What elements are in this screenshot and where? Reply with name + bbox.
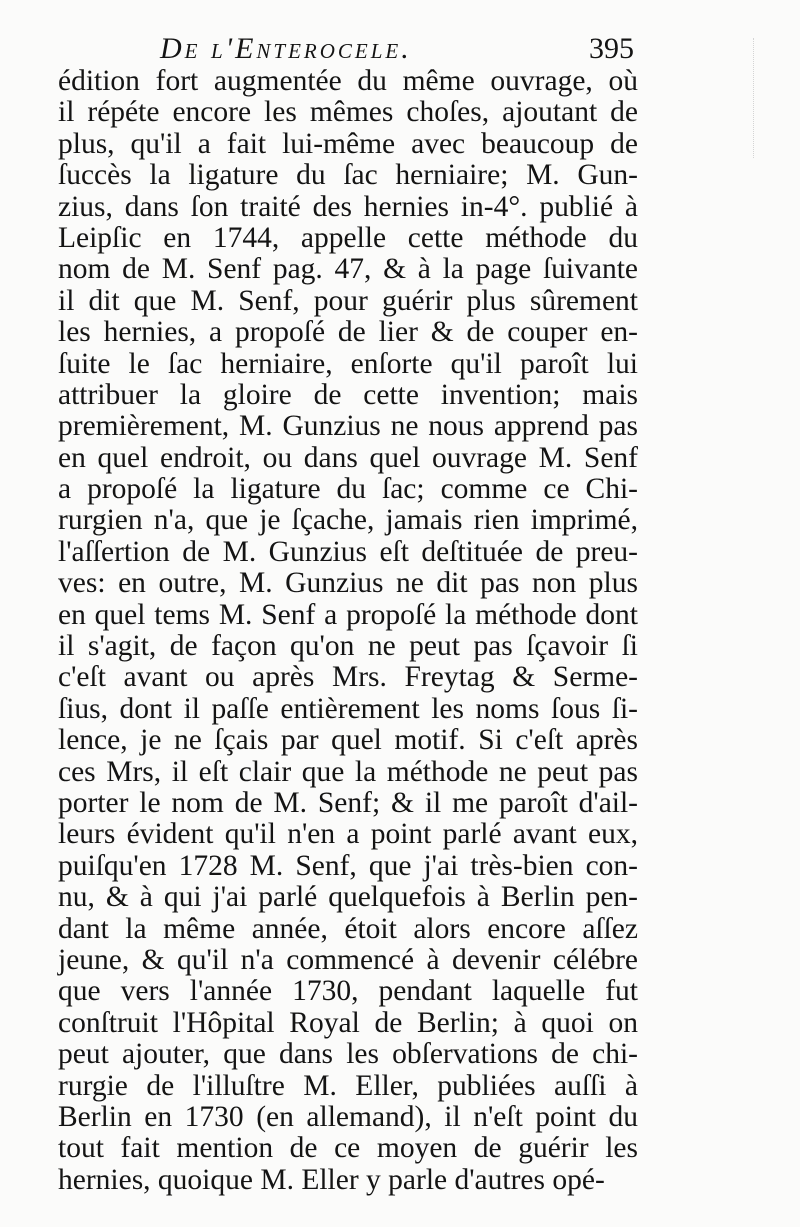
text-line: que vers l'année 1730, pendant laquelle fut [58, 975, 638, 1008]
text-line: conſtruit l'Hôpital Royal de Berlin; à quoi on [58, 1006, 638, 1039]
page-edge-shadow [753, 38, 794, 158]
text-line: ſuite le ſac herniaire, enſorte qu'il paroît lui [58, 347, 638, 380]
text-line: rurgien n'a, que je ſçache, jamais rien imprimé, [58, 504, 638, 537]
text-line: ves: en outre, M. Gunzius ne dit pas non plus [58, 567, 638, 600]
text-line: il répéte encore les mêmes choſes, ajoutant de [58, 96, 638, 129]
page-number: 395 [589, 32, 634, 65]
text-line: c'eſt avant ou après Mrs. Freytag & Serme- [58, 661, 638, 694]
text-line: jeune, & qu'il n'a commencé à devenir célébre [58, 943, 638, 976]
text-line: hernies, quoique M. Eller y parle d'autres opé- [58, 1163, 605, 1196]
text-line: nu, & à qui j'ai parlé quelquefois à Berlin pen- [58, 881, 638, 914]
text-line: en quel endroit, ou dans quel ouvrage M. Senf [58, 441, 638, 474]
text-line: peut ajouter, que dans les obſervations de chi- [58, 1038, 638, 1071]
text-line: rurgie de l'illuſtre M. Eller, publiées auſſi à [58, 1069, 638, 1102]
text-line: Berlin en 1730 (en allemand), il n'eſt point du [58, 1100, 638, 1133]
text-line: puiſqu'en 1728 M. Senf, que j'ai très-bien con- [58, 849, 638, 882]
text-line: lence, je ne ſçais par quel motif. Si c'eſt après [58, 724, 638, 757]
text-line: il s'agit, de façon qu'on ne peut pas ſçavoir ſi [58, 630, 638, 663]
body-text [58, 66, 638, 1196]
text-line: en quel tems M. Senf a propoſé la méthode dont [58, 598, 638, 631]
text-line: dant la même année, étoit alors encore aſſez [58, 912, 638, 945]
text-line: ces Mrs, il eſt clair que la méthode ne peut pas [58, 755, 638, 788]
text-line: attribuer la gloire de cette invention; mais [58, 378, 638, 411]
text-line: porter le nom de M. Senf; & il me paroît d'ail- [58, 786, 638, 819]
text-line: plus, qu'il a fait lui-même avec beaucoup de [58, 127, 638, 160]
text-line: tout fait mention de ce moyen de guérir les [58, 1132, 638, 1165]
text-line: il dit que M. Senf, pour guérir plus sûrement [58, 284, 638, 317]
text-line: ſius, dont il paſſe entièrement les noms ſous ſi- [58, 692, 638, 725]
text-line: a propoſé la ligature du ſac; comme ce Chi- [58, 473, 638, 506]
text-line: zius, dans ſon traité des hernies in-4°. publié à [58, 190, 638, 223]
running-head: De l'Enterocele. [160, 32, 412, 65]
text-line: les hernies, a propoſé de lier & de couper en- [58, 316, 638, 349]
text-line: Leipſic en 1744, appelle cette méthode du [58, 221, 638, 254]
text-line: édition fort augmentée du même ouvrage, où [58, 65, 638, 97]
text-line: leurs évident qu'il n'en a point parlé avant eux, [58, 818, 638, 851]
text-line: l'aſſertion de M. Gunzius eſt deſtituée de preu- [58, 535, 638, 568]
text-line: nom de M. Senf pag. 47, & à la page ſuivante [58, 253, 638, 286]
text-line: premièrement, M. Gunzius ne nous apprend pas [58, 410, 638, 443]
text-line: ſuccès la ligature du ſac herniaire; M. Gun- [58, 159, 638, 192]
